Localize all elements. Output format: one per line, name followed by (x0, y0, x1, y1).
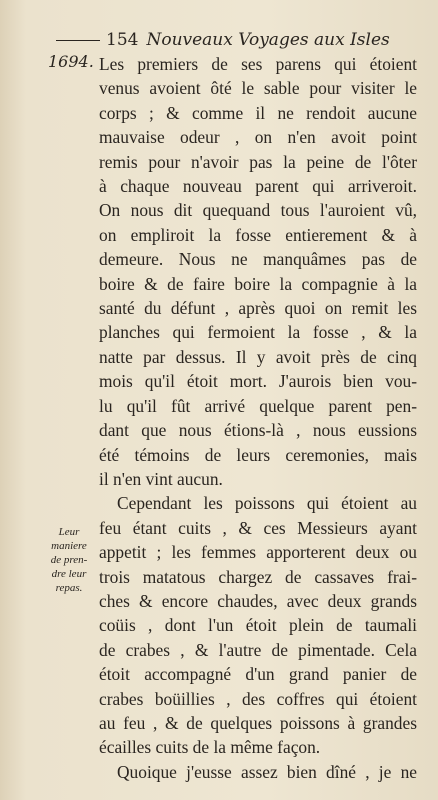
text-line: venus avoient ôté le sable pour visiter le (99, 78, 417, 99)
running-title: Nouveaux Voyages aux Isles (146, 30, 390, 50)
text-line: ches & encore chaudes, avec deux grands (99, 590, 417, 611)
text-line: corps ; & comme il ne rendoit aucune (99, 102, 417, 123)
text-line: trois matatous chargez de cassaves frai- (99, 566, 417, 587)
text-line: Les premiers de ses parens qui étoient (99, 54, 417, 74)
text-line: Cependant les poissons qui étoient au (117, 493, 417, 514)
text-line: lu qu'il fût arrivé quelque parent pen- (99, 395, 417, 416)
margin-note (42, 525, 96, 595)
margin-note-line: de pren- (50, 554, 88, 566)
text-line: mauvaise odeur , on n'en avoit point (99, 127, 417, 148)
running-header (56, 30, 416, 54)
text-line: planches qui fermoient la fosse , & la (99, 322, 417, 343)
paragraph-1 (99, 52, 417, 491)
margin-note-line: dre leur (51, 568, 87, 580)
text-line: santé du défunt , après quoi on remit les (99, 298, 417, 319)
text-line: appetit ; les femmes apporterent deux ou (99, 542, 417, 563)
header-rule (56, 40, 100, 41)
text-line: feu étant cuits , & ces Messieurs ayant (99, 517, 417, 538)
page-number: 154 (106, 30, 139, 50)
margin-note-line: repas. (55, 582, 83, 594)
text-line: dant que nous étions-là , nous eussions (99, 420, 417, 441)
text-line: crabes boüillies , des coffres qui étoient (99, 688, 417, 709)
text-line: à chaque nouveau parent qui arriveroit. (99, 176, 417, 197)
text-line: natte par dessus. Il y avoit près de cinq (99, 346, 417, 367)
text-line: au feu , & de quelques poissons à grandes (99, 712, 417, 733)
text-line: écailles cuits de la même façon. (99, 737, 321, 758)
text-line: de crabes , & l'autre de pimentade. Cela (99, 639, 417, 660)
margin-note-line: maniere (51, 540, 87, 552)
text-line: coüis , dont l'un étoit plein de taumali (99, 615, 417, 636)
text-line: boire & de faire boire la compagnie à la (99, 273, 417, 294)
text-line: il n'en vint aucun. (99, 468, 223, 489)
text-line: Quoique j'eusse assez bien dîné , je ne (117, 761, 417, 782)
year-marker: 1694. (48, 52, 94, 71)
text-line: étoit accompagné d'un grand panier de (99, 664, 417, 685)
body-text (99, 52, 417, 784)
text-line: demeure. Nous ne manquâmes pas de (99, 249, 417, 270)
paragraph-3 (99, 760, 417, 784)
text-line: remis pour n'avoir pas la peine de l'ôter (99, 151, 417, 172)
text-line: on empliroit la fosse entierement & à (99, 224, 417, 245)
text-line: mois qu'il étoit mort. J'aurois bien vou- (99, 371, 417, 392)
margin-note-line: Leur (58, 526, 80, 538)
text-line: On nous dit quequand tous l'auroient vû, (99, 200, 417, 221)
paragraph-2 (99, 491, 417, 759)
text-line: été témoins de leurs ceremonies, mais (99, 444, 417, 465)
